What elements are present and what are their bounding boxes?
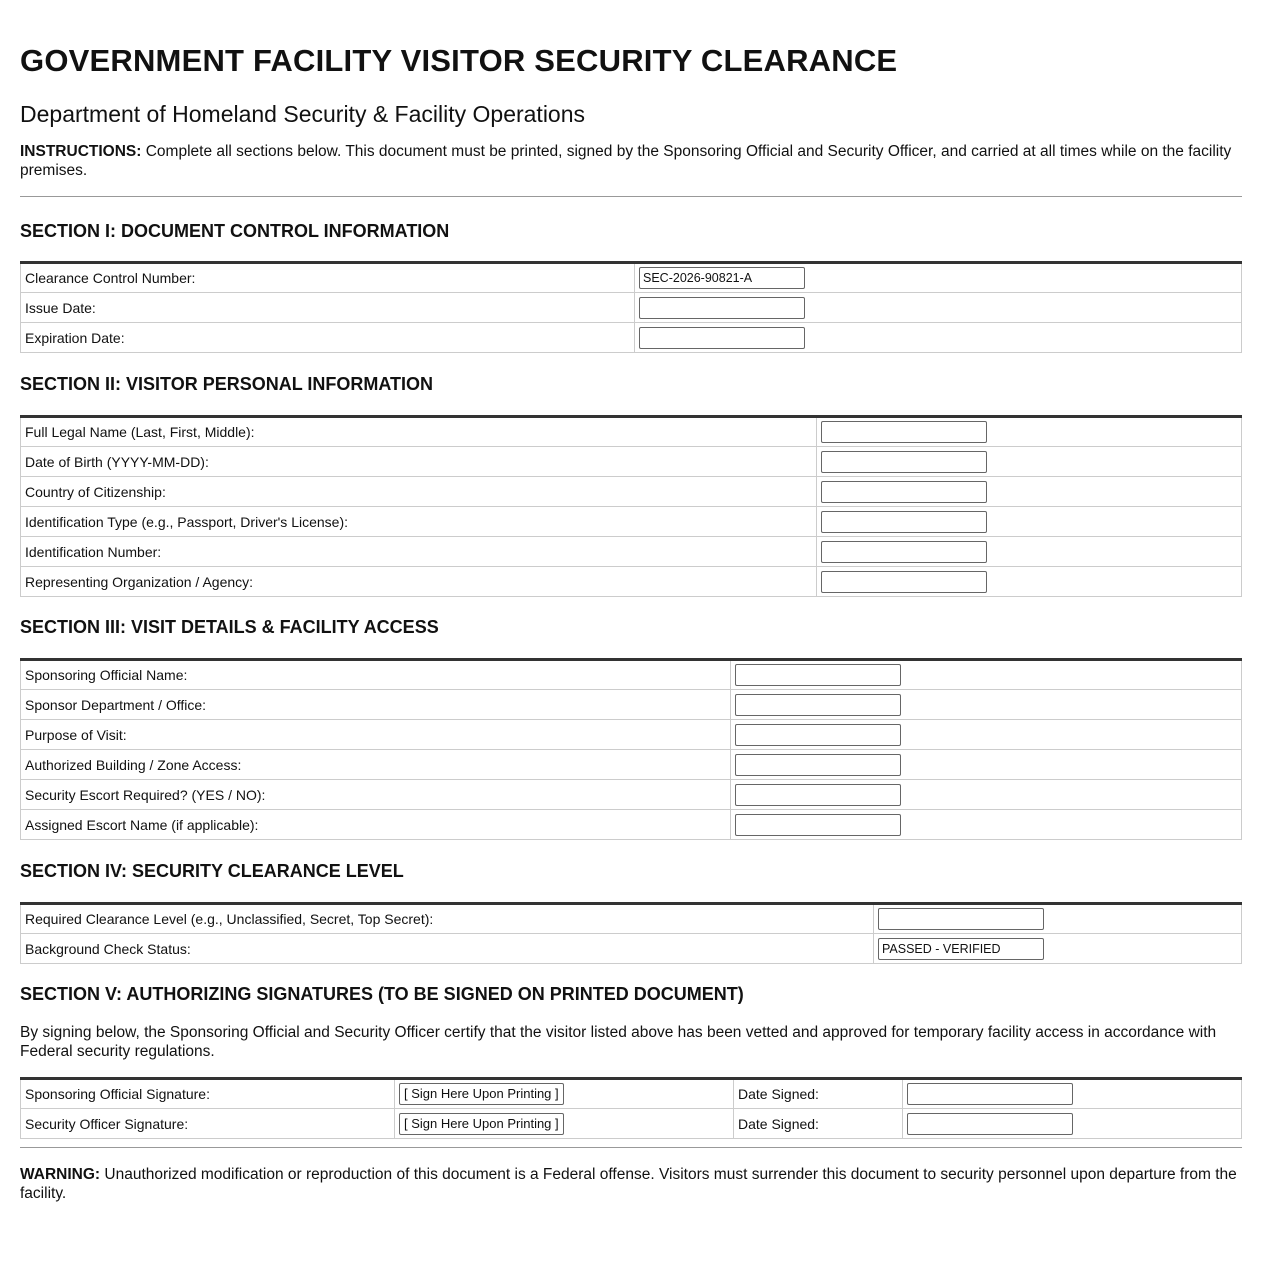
section-5-heading: SECTION V: AUTHORIZING SIGNATURES (TO BE SIGNED ON PRINTED DOCUMENT) [20, 984, 744, 1004]
section-2-heading: SECTION II: VISITOR PERSONAL INFORMATION [20, 374, 434, 394]
field-label: Required Clearance Level (e.g., Unclassified, Secret, Top Secret): [21, 904, 874, 934]
signatures-table [20, 1077, 1242, 1139]
field-label: Representing Organization / Agency: [21, 567, 817, 597]
full-legal-name-field[interactable] [821, 421, 987, 443]
instructions-label: INSTRUCTIONS: [20, 143, 142, 160]
section-3-table [20, 658, 1242, 840]
table-row [21, 567, 1242, 597]
table-row [21, 477, 1242, 507]
divider [20, 196, 1242, 197]
sponsoring-official-signature-box[interactable]: [ Sign Here Upon Printing ] [399, 1083, 564, 1105]
sponsor-department-field[interactable] [735, 694, 901, 716]
field-label: Sponsor Department / Office: [21, 690, 731, 720]
field-label: Identification Number: [21, 537, 817, 567]
field-label: Sponsoring Official Signature: [21, 1079, 395, 1109]
table-row [21, 263, 1242, 293]
instructions-text: Complete all sections below. This document must be printed, signed by the Sponsoring Official and Security Officer, and carried at all times while on the facility premises. [20, 143, 1232, 179]
table-row [21, 507, 1242, 537]
table-row [21, 417, 1242, 447]
sponsor-date-signed-field[interactable] [907, 1083, 1073, 1105]
field-label: Expiration Date: [21, 323, 635, 353]
clearance-control-number-field[interactable]: SEC-2026-90821-A [639, 267, 805, 289]
divider [20, 1147, 1242, 1148]
field-label: Security Escort Required? (YES / NO): [21, 780, 731, 810]
warning-text: Unauthorized modification or reproduction of this document is a Federal offense. Visitors must surrender this document to security personnel upon departure from the facility. [20, 1166, 1237, 1202]
field-label: Issue Date: [21, 293, 635, 323]
security-officer-signature-box[interactable]: [ Sign Here Upon Printing ] [399, 1113, 564, 1135]
table-row [21, 1079, 1242, 1109]
identification-number-field[interactable] [821, 541, 987, 563]
field-label: Sponsoring Official Name: [21, 660, 731, 690]
field-label: Identification Type (e.g., Passport, Driver's License): [21, 507, 817, 537]
field-label: Assigned Escort Name (if applicable): [21, 810, 731, 840]
certification-paragraph: By signing below, the Sponsoring Official and Security Officer certify that the visitor listed above has been vetted and approved for temporary facility access in accordance with Federal security regulations. [20, 1024, 1217, 1060]
field-label: Background Check Status: [21, 934, 874, 964]
table-row [21, 720, 1242, 750]
background-check-status-field[interactable]: PASSED - VERIFIED [878, 938, 1044, 960]
table-row [21, 780, 1242, 810]
section-2-table [20, 415, 1242, 597]
table-row [21, 293, 1242, 323]
table-row [21, 537, 1242, 567]
warning-label: WARNING: [20, 1166, 101, 1183]
date-of-birth-field[interactable] [821, 451, 987, 473]
document-title: GOVERNMENT FACILITY VISITOR SECURITY CLEARANCE [20, 43, 898, 78]
table-row [21, 690, 1242, 720]
section-4-table [20, 902, 1242, 964]
field-label: Date Signed: [734, 1109, 903, 1139]
table-row [21, 904, 1242, 934]
officer-date-signed-field[interactable] [907, 1113, 1073, 1135]
organization-field[interactable] [821, 571, 987, 593]
citizenship-field[interactable] [821, 481, 987, 503]
field-label: Country of Citizenship: [21, 477, 817, 507]
section-3-heading: SECTION III: VISIT DETAILS & FACILITY ACCESS [20, 617, 439, 637]
table-row [21, 660, 1242, 690]
field-label: Security Officer Signature: [21, 1109, 395, 1139]
sponsoring-official-name-field[interactable] [735, 664, 901, 686]
warning-notice [20, 1165, 1242, 1203]
field-label: Purpose of Visit: [21, 720, 731, 750]
zone-access-field[interactable] [735, 754, 901, 776]
identification-type-field[interactable] [821, 511, 987, 533]
escort-required-field[interactable] [735, 784, 901, 806]
table-row [21, 1109, 1242, 1139]
field-label: Date Signed: [734, 1079, 903, 1109]
issue-date-field[interactable] [639, 297, 805, 319]
expiration-date-field[interactable] [639, 327, 805, 349]
clearance-level-field[interactable] [878, 908, 1044, 930]
field-label: Date of Birth (YYYY-MM-DD): [21, 447, 817, 477]
field-label: Full Legal Name (Last, First, Middle): [21, 417, 817, 447]
table-row [21, 447, 1242, 477]
section-4-heading: SECTION IV: SECURITY CLEARANCE LEVEL [20, 861, 404, 881]
field-label: Authorized Building / Zone Access: [21, 750, 731, 780]
field-label: Clearance Control Number: [21, 263, 635, 293]
table-row [21, 750, 1242, 780]
instructions [20, 142, 1242, 180]
table-row [21, 934, 1242, 964]
table-row [21, 323, 1242, 353]
purpose-of-visit-field[interactable] [735, 724, 901, 746]
escort-name-field[interactable] [735, 814, 901, 836]
table-row [21, 810, 1242, 840]
section-1-table [20, 261, 1242, 353]
document-subtitle: Department of Homeland Security & Facility Operations [20, 101, 586, 127]
section-1-heading: SECTION I: DOCUMENT CONTROL INFORMATION [20, 221, 450, 241]
